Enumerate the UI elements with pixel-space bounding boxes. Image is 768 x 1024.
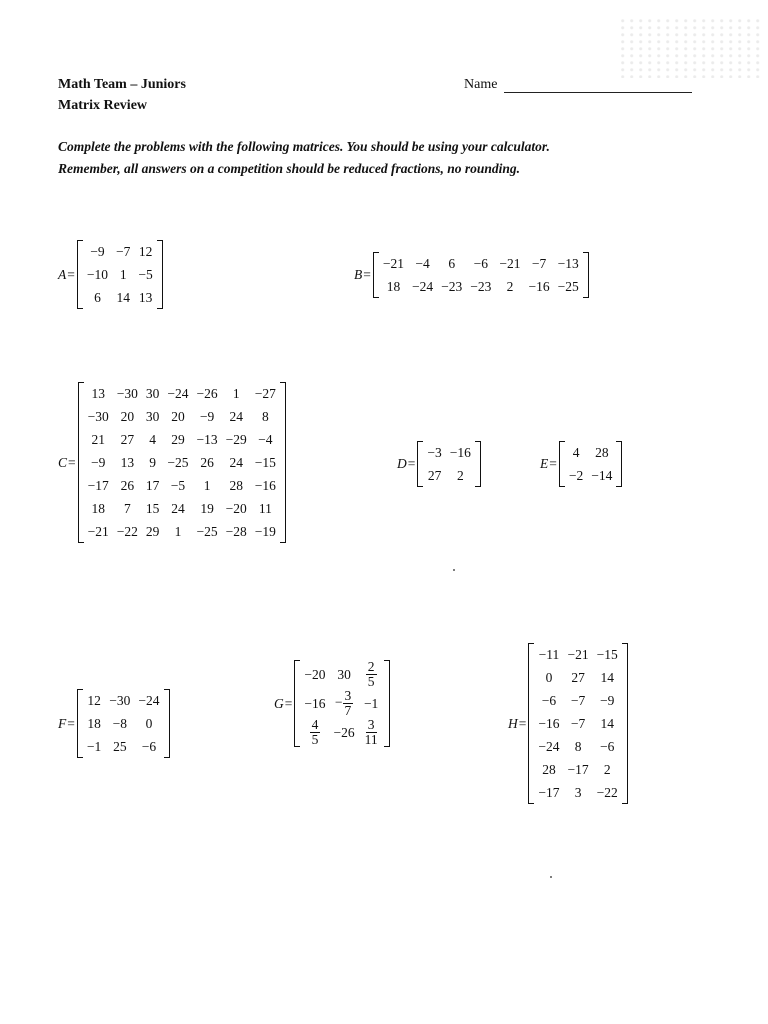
matrix-body (379, 252, 583, 298)
matrix-entry: −7 (570, 693, 586, 708)
matrix-entry: 0 (545, 670, 553, 685)
matrix-d (397, 441, 481, 487)
matrix-entry: −15 (254, 455, 276, 470)
matrix-entry: −1 (86, 739, 102, 754)
matrix-entry: −4 (415, 256, 430, 271)
matrix-row (83, 286, 157, 309)
matrix-label: H (508, 715, 518, 731)
matrix-brackets (77, 240, 163, 309)
matrix-entry: −24 (167, 386, 189, 401)
scan-speckle (620, 18, 760, 78)
matrix-brackets (528, 643, 627, 804)
matrix-entry: 28 (595, 445, 609, 460)
matrix-label: F (58, 715, 67, 731)
matrix-entry: −13 (557, 256, 579, 271)
matrix-entry: −20 (225, 501, 247, 516)
matrix-entry: −23 (441, 279, 463, 294)
matrix-entry: −22 (116, 524, 138, 539)
name-blank-line (504, 92, 692, 93)
matrix-entry: 24 (171, 501, 185, 516)
matrix-entry: −6 (541, 693, 557, 708)
matrix-entry: −6 (600, 739, 615, 754)
matrix-row (379, 275, 583, 298)
matrix-b (354, 252, 589, 298)
matrix-entry: −22 (596, 785, 618, 800)
matrix-entry: −27 (254, 386, 276, 401)
matrix-body (565, 441, 617, 487)
matrix-entry: 29 (171, 432, 185, 447)
matrix-entry (359, 718, 384, 747)
matrix-entry: −24 (138, 693, 160, 708)
matrix-label: B (354, 267, 363, 282)
matrix-entry: −16 (254, 478, 276, 493)
matrix-entry: −6 (473, 256, 488, 271)
matrix-entry: −29 (225, 432, 247, 447)
matrix-entry: −16 (449, 445, 471, 460)
matrix-entry (359, 660, 384, 689)
matrix-entry: 19 (200, 501, 214, 516)
matrix-entry: −30 (87, 409, 109, 424)
matrix-entry: 9 (149, 455, 157, 470)
matrix-entry: 1 (174, 524, 182, 539)
matrix-entry: 21 (91, 432, 105, 447)
matrix-row (84, 451, 280, 474)
matrix-entry: 30 (145, 409, 160, 424)
matrix-row (300, 660, 383, 689)
matrix-entry: 18 (87, 716, 101, 731)
matrix-entry: −9 (199, 409, 215, 424)
matrix-row (83, 689, 164, 712)
matrix-entry: 24 (229, 455, 243, 470)
equals-sign: = (67, 715, 75, 731)
matrix-entry: −23 (470, 279, 492, 294)
matrix-entry: 1 (203, 478, 211, 493)
matrix-entry: 8 (261, 409, 269, 424)
matrix-entry: −17 (538, 785, 560, 800)
matrix-entry: 13 (120, 455, 135, 470)
scan-dot (453, 569, 455, 571)
matrix-entry: 20 (120, 409, 135, 424)
matrix-entry: −1 (363, 696, 379, 711)
matrix-entry: −25 (167, 455, 189, 470)
matrix-entry: −16 (304, 696, 326, 711)
name-label: Name (464, 77, 498, 92)
matrix-entry: 30 (337, 667, 351, 682)
matrix-entry: 24 (229, 409, 243, 424)
matrix-entry: −21 (567, 647, 589, 662)
equals-sign: = (363, 267, 371, 282)
matrix-entry: −17 (567, 762, 589, 777)
matrix-row (84, 382, 280, 405)
document-title: Math Team – Juniors (58, 77, 186, 92)
matrix-c (58, 382, 286, 543)
matrix-entry: 14 (600, 670, 614, 685)
matrix-entry: − $\frac{3}{7}$ (334, 688, 352, 718)
matrix-entry: 1 (232, 386, 240, 401)
matrix-row (379, 252, 583, 275)
matrix-row (83, 240, 157, 263)
matrix-entry: 27 (571, 670, 585, 685)
matrix-entry: −7 (570, 716, 586, 731)
matrix-entry: −21 (87, 524, 109, 539)
matrix-entry: −11 (538, 647, 560, 662)
matrix-brackets (373, 252, 589, 298)
matrix-entry: −17 (87, 478, 109, 493)
matrix-entry: −26 (196, 386, 218, 401)
instructions-line-1: Complete the problems with the following matrices. You should be using your calculator. (58, 139, 550, 154)
matrix-brackets (559, 441, 623, 487)
matrix-row (83, 712, 164, 735)
matrix-entry: −25 (196, 524, 218, 539)
matrix-entry: 12 (87, 693, 101, 708)
matrix-entry: −20 (304, 667, 326, 682)
matrix-entry: 6 (94, 290, 101, 305)
matrix-entry: 17 (145, 478, 160, 493)
matrix-body (83, 240, 157, 309)
matrix-entry: −9 (90, 244, 105, 259)
matrix-entry: −14 (591, 468, 613, 483)
matrix-entry: 28 (542, 762, 556, 777)
matrix-entry: 14 (116, 290, 130, 305)
matrix-row (534, 666, 621, 689)
matrix-row (84, 497, 280, 520)
matrix-entry: 3 (574, 785, 582, 800)
matrix-label: A (58, 266, 67, 282)
matrix-entry: 2 (603, 762, 611, 777)
matrix-row (83, 263, 157, 286)
matrix-entry: −15 (596, 647, 618, 662)
matrix-f (58, 689, 170, 758)
matrix-e (540, 441, 622, 487)
matrix-brackets (417, 441, 481, 487)
matrix-entry: −4 (258, 432, 273, 447)
matrix-entry: 7 (123, 501, 131, 516)
matrix-entry: −7 (531, 256, 547, 271)
matrix-entry: −5 (138, 267, 153, 282)
matrix-entry: 13 (138, 290, 153, 305)
matrix-row (565, 464, 617, 487)
matrix-entry: 4 (149, 432, 157, 447)
matrix-entry: −24 (538, 739, 560, 754)
matrix-body (84, 382, 280, 543)
matrix-entry: 18 (386, 279, 401, 294)
matrix-entry: 6 (448, 256, 456, 271)
matrix-row (84, 474, 280, 497)
matrix-entry: 29 (145, 524, 160, 539)
matrix-entry: 4 (572, 445, 580, 460)
matrix-entry: 25 (113, 739, 127, 754)
matrix-row (565, 441, 617, 464)
matrix-entry: −25 (557, 279, 579, 294)
matrix-row (300, 689, 383, 718)
matrix-entry: −5 (170, 478, 186, 493)
equals-sign: = (67, 266, 75, 282)
matrix-label: E (540, 456, 549, 471)
matrix-entry: −3 (427, 445, 442, 460)
fraction: $\frac{2}{5}$ (367, 659, 375, 689)
matrix-entry: −9 (91, 455, 106, 470)
equals-sign: = (518, 715, 527, 731)
matrix-row (423, 464, 475, 487)
matrix-entry: −21 (382, 256, 404, 271)
matrix-entry: −13 (196, 432, 218, 447)
matrix-entry: −16 (538, 716, 560, 731)
matrix-entry: −6 (141, 739, 157, 754)
matrix-entry: 20 (171, 409, 185, 424)
matrix-entry: 28 (229, 478, 243, 493)
equals-sign: = (68, 454, 76, 470)
matrix-entry: 26 (120, 478, 135, 493)
matrix-entry: −26 (333, 725, 355, 740)
matrix-g (274, 660, 390, 747)
matrix-entry: 26 (200, 455, 214, 470)
matrix-entry: −7 (116, 244, 131, 259)
matrix-row (84, 520, 280, 543)
matrix-entry: −2 (568, 468, 584, 483)
matrix-body (534, 643, 621, 804)
matrix-label: C (58, 454, 68, 470)
matrix-entry: 0 (145, 716, 153, 731)
matrix-row (83, 735, 164, 758)
matrix-row (534, 781, 621, 804)
equals-sign: = (407, 456, 416, 471)
matrix-label: D (397, 456, 407, 471)
matrix-brackets (294, 660, 389, 747)
matrix-entry: 2 (506, 279, 514, 294)
matrix-entry: 15 (145, 501, 160, 516)
matrix-entry: −30 (116, 386, 138, 401)
matrix-entry: 27 (427, 468, 442, 483)
matrix-entry: −19 (254, 524, 276, 539)
instructions-line-2: Remember, all answers on a competition should be reduced fractions, no rounding. (58, 161, 521, 176)
matrix-a (58, 240, 163, 309)
matrix-row (300, 718, 383, 747)
fraction: $\frac{3}{11}$ (364, 717, 378, 747)
document-subtitle: Matrix Review (58, 98, 148, 113)
equals-sign: = (284, 695, 293, 711)
matrix-entry: −10 (86, 267, 108, 282)
matrix-row (534, 712, 621, 735)
matrix-row (84, 428, 280, 451)
matrix-entry: 12 (138, 244, 153, 259)
matrix-entry: 27 (120, 432, 135, 447)
matrix-entry: 13 (91, 386, 105, 401)
matrix-h (508, 643, 628, 804)
equals-sign: = (549, 456, 557, 471)
matrix-body (83, 689, 164, 758)
matrix-entry: 2 (456, 468, 464, 483)
matrix-entry: −28 (225, 524, 247, 539)
matrix-entry: −21 (499, 256, 521, 271)
matrix-entry: 1 (119, 267, 127, 282)
matrix-label: G (274, 695, 284, 711)
matrix-entry (300, 718, 329, 747)
fraction: $\frac{3}{7}$ (344, 688, 352, 718)
matrix-row (534, 689, 621, 712)
matrix-entry: −8 (112, 716, 127, 731)
fraction: $\frac{4}{5}$ (311, 717, 319, 747)
matrix-row (534, 758, 621, 781)
matrix-row (423, 441, 475, 464)
matrix-entry: 18 (91, 501, 105, 516)
matrix-body (423, 441, 475, 487)
matrix-entry: −16 (528, 279, 550, 294)
matrix-row (534, 643, 621, 666)
matrix-brackets (78, 382, 286, 543)
matrix-row (534, 735, 621, 758)
matrix-entry: −30 (109, 693, 131, 708)
matrix-body (300, 660, 383, 747)
matrix-row (84, 405, 280, 428)
scan-dot (550, 876, 552, 878)
matrix-entry: −9 (600, 693, 615, 708)
matrix-entry: −24 (412, 279, 434, 294)
matrix-entry: 11 (258, 501, 272, 516)
matrix-entry: 8 (574, 739, 582, 754)
matrix-brackets (77, 689, 170, 758)
matrix-entry: 14 (600, 716, 614, 731)
matrix-entry: 30 (145, 386, 160, 401)
